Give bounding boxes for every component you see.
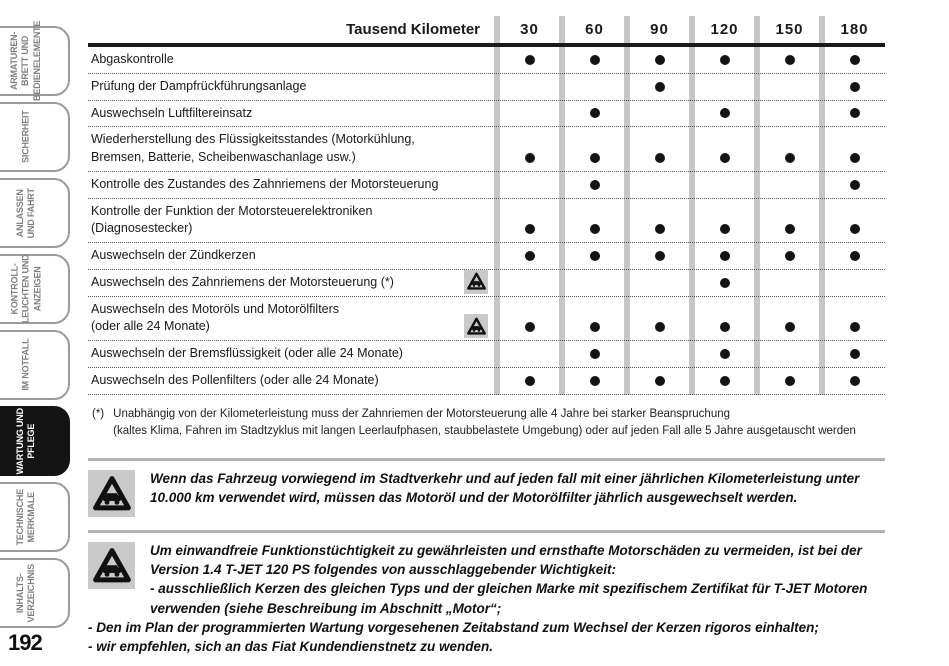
km-column-header: 150 [775, 21, 804, 38]
interval-cell [624, 82, 689, 100]
interval-cell [624, 376, 689, 394]
interval-cell [819, 349, 884, 367]
interval-cell [754, 153, 819, 171]
interval-cell [689, 278, 754, 296]
sidebar-tab-label: SICHERHEIT [20, 110, 31, 164]
interval-cell [624, 55, 689, 73]
interval-cell [689, 251, 754, 269]
sidebar-tab-inhaltsverzeichnis [0, 558, 70, 628]
interval-cell [494, 55, 559, 73]
sidebar-tab-label: INHALTS- VERZEICHNIS [14, 563, 36, 623]
service-due-dot [720, 251, 730, 261]
interval-cell [819, 82, 884, 100]
interval-cell [754, 224, 819, 242]
task-label: Wiederherstellung des Flüssigkeitsstandes (Motorkühlung, Bremsen, Batterie, Scheibenwaschanlage usw.) [91, 132, 415, 164]
interval-cell [819, 251, 884, 269]
service-due-dot [655, 376, 665, 386]
sidebar-tab-armaturenbrett [0, 20, 70, 102]
service-due-dot [525, 55, 535, 65]
service-due-dot [720, 278, 730, 288]
interval-cell [689, 153, 754, 171]
interval-cell [559, 251, 624, 269]
warning-text: Um einwandfreie Funktionstüchtigkeit zu gewährleisten und ernsthafte Motorschäden zu vermeiden, ist bei der Version 1.4 T-JET 120 PS folgendes von ausschlaggebender Wichtigkeit: [150, 543, 862, 578]
service-due-dot [525, 224, 535, 234]
service-due-dot [785, 251, 795, 261]
service-due-dot [720, 349, 730, 359]
page-number: 192 [8, 630, 42, 655]
maintenance-schedule-table [88, 16, 885, 395]
service-due-dot [590, 153, 600, 163]
service-due-dot [850, 82, 860, 92]
task-label: Auswechseln der Zündkerzen [91, 248, 256, 262]
task-label: Auswechseln Luftfiltereinsatz [91, 105, 253, 120]
service-due-dot [590, 322, 600, 332]
service-due-dot [720, 224, 730, 234]
sidebar-tab-sicherheit [0, 102, 70, 172]
interval-cell [689, 55, 754, 73]
chapter-sidebar [0, 0, 84, 666]
interval-cell [819, 153, 884, 171]
interval-cell [494, 251, 559, 269]
service-due-dot [850, 224, 860, 234]
interval-cell [494, 153, 559, 171]
footnote-line: Unabhängig von der Kilometerleistung muss der Zahnriemen der Motorsteuerung alle 4 Jahre bei starker Beanspruchung [113, 407, 731, 420]
sidebar-tab-label: ARMATUREN- BRETT UND BEDIENELEMENTE [9, 20, 42, 102]
page-content [88, 16, 885, 660]
task-label: Kontrolle des Zustandes des Zahnriemens der Motorsteuerung [91, 176, 439, 191]
service-due-dot [590, 349, 600, 359]
task-label: Prüfung der Dampfrückführungsanlage [91, 78, 307, 93]
service-due-dot [785, 153, 795, 163]
task-label: Abgaskontrolle [91, 52, 174, 66]
interval-cell [559, 349, 624, 367]
interval-cell [754, 55, 819, 73]
service-due-dot [655, 251, 665, 261]
service-due-dot [785, 224, 795, 234]
service-due-dot [785, 322, 795, 332]
service-due-dot [720, 322, 730, 332]
service-due-dot [655, 55, 665, 65]
sidebar-tab-kontrollleuchten [0, 254, 70, 324]
interval-cell [689, 108, 754, 126]
service-due-dot [590, 180, 600, 190]
interval-cell [624, 251, 689, 269]
warning-text: - Den im Plan der programmierten Wartung vorgesehenen Zeitabstand zum Wechsel der Kerzen rigoros einhalten; [88, 619, 819, 635]
task-label: Kontrolle der Funktion der Motorsteuerelektroniken (Diagnosestecker) [91, 203, 373, 236]
sidebar-tab-label: WARTUNG UND PFLEGE [14, 407, 36, 475]
service-due-dot [785, 55, 795, 65]
table-row [88, 243, 885, 270]
interval-cell [819, 108, 884, 126]
interval-cell [559, 153, 624, 171]
service-due-dot [525, 322, 535, 332]
interval-cell [754, 376, 819, 394]
km-column-header: 90 [650, 21, 669, 38]
sidebar-tab-anlassen-und-fahrt [0, 178, 70, 248]
task-label: Auswechseln des Zahnriemens der Motorsteuerung (*) [88, 270, 494, 296]
service-due-dot [720, 153, 730, 163]
interval-cell [559, 376, 624, 394]
footnote-line: (kaltes Klima, Fahren im Stadtzyklus mit langen Leerlaufphasen, staubbelastete Umgebung) oder auf jeden Fall alle 5 Jahre ausgetauscht werden [113, 425, 856, 438]
interval-cell [624, 322, 689, 340]
interval-cell [689, 376, 754, 394]
table-row [88, 172, 885, 199]
task-label: Auswechseln des Motoröls und Motorölfilters (oder alle 24 Monate) [88, 297, 494, 341]
table-row [88, 74, 885, 101]
table-row [88, 368, 885, 395]
service-due-dot [850, 55, 860, 65]
service-due-dot [590, 224, 600, 234]
task-label: Auswechseln der Bremsflüssigkeit (oder alle 24 Monate) [91, 346, 403, 360]
sidebar-tab-wartung-und-pflege [0, 406, 70, 476]
service-due-dot [850, 180, 860, 190]
interval-cell [559, 322, 624, 340]
service-due-dot [590, 251, 600, 261]
warning-text: - wir empfehlen, sich an das Fiat Kundendienstnetz zu wenden. [88, 638, 494, 654]
interval-cell [689, 224, 754, 242]
service-due-dot [720, 108, 730, 118]
interval-cell [494, 376, 559, 394]
warning-text: - ausschließlich Kerzen des gleichen Typs und der gleichen Marke mit spezifischem Zertifikat für T-JET Motoren verwenden (siehe Beschreibung im Abschnitt „Motor“; [150, 581, 868, 616]
table-header-label: Tausend Kilometer [346, 21, 480, 38]
interval-cell [754, 251, 819, 269]
service-due-dot [590, 108, 600, 118]
interval-cell [559, 224, 624, 242]
service-due-dot [720, 55, 730, 65]
service-due-dot [850, 376, 860, 386]
service-due-dot [655, 82, 665, 92]
service-due-dot [850, 349, 860, 359]
km-column-header: 180 [840, 21, 869, 38]
table-row [88, 270, 885, 297]
service-due-dot [525, 251, 535, 261]
service-due-dot [525, 376, 535, 386]
table-row [88, 297, 885, 342]
table-row [88, 341, 885, 368]
warning-box-spark-plugs [88, 533, 885, 660]
service-due-dot [590, 55, 600, 65]
service-due-dot [785, 376, 795, 386]
sidebar-tab-label: KONTROLL- LEUCHTEN UND ANZEIGEN [9, 254, 42, 324]
warning-box-oil [88, 461, 885, 517]
interval-cell [754, 322, 819, 340]
interval-cell [559, 180, 624, 198]
sidebar-tab-im-notfall [0, 330, 70, 400]
interval-cell [624, 224, 689, 242]
km-column-header: 120 [710, 21, 739, 38]
sidebar-tab-technische-merkmale [0, 482, 70, 552]
warning-car-icon [88, 470, 135, 517]
km-column-header: 60 [585, 21, 604, 38]
interval-cell [689, 322, 754, 340]
interval-cell [819, 376, 884, 394]
service-due-dot [850, 322, 860, 332]
interval-cell [559, 55, 624, 73]
interval-cell [819, 322, 884, 340]
warning-car-icon [464, 270, 488, 294]
interval-cell [494, 224, 559, 242]
table-row [88, 199, 885, 244]
interval-cell [819, 55, 884, 73]
sidebar-tab-label: IM NOTFALL [20, 339, 31, 391]
interval-cell [819, 180, 884, 198]
interval-cell [624, 153, 689, 171]
interval-cell [494, 322, 559, 340]
task-label: Auswechseln des Pollenfilters (oder alle 24 Monate) [91, 372, 379, 387]
service-due-dot [850, 153, 860, 163]
service-due-dot [655, 322, 665, 332]
km-column-header: 30 [520, 21, 539, 38]
table-row [88, 101, 885, 128]
footnote [92, 406, 885, 442]
sidebar-tab-label: ANLASSEN UND FAHRT [14, 187, 36, 239]
warning-text: Wenn das Fahrzeug vorwiegend im Stadtverkehr und auf jeden fall mit einer jährlichen Kilometerleistung unter 10.000 km verwendet wird, müssen das Motoröl und der Motorölfilter jährlich ausgewechselt werden. [150, 471, 860, 506]
service-due-dot [525, 153, 535, 163]
table-header-row [88, 16, 885, 47]
service-due-dot [850, 251, 860, 261]
service-due-dot [720, 376, 730, 386]
interval-cell [819, 224, 884, 242]
warning-car-icon [88, 542, 135, 589]
sidebar-tab-label: TECHNISCHE MERKMALE [14, 488, 36, 546]
service-due-dot [590, 376, 600, 386]
service-due-dot [655, 224, 665, 234]
table-row [88, 127, 885, 172]
interval-cell [689, 349, 754, 367]
warning-car-icon [464, 314, 488, 338]
interval-cell [559, 108, 624, 126]
footnote-marker: (*) [92, 407, 105, 420]
service-due-dot [850, 108, 860, 118]
service-due-dot [655, 153, 665, 163]
table-row [88, 47, 885, 74]
